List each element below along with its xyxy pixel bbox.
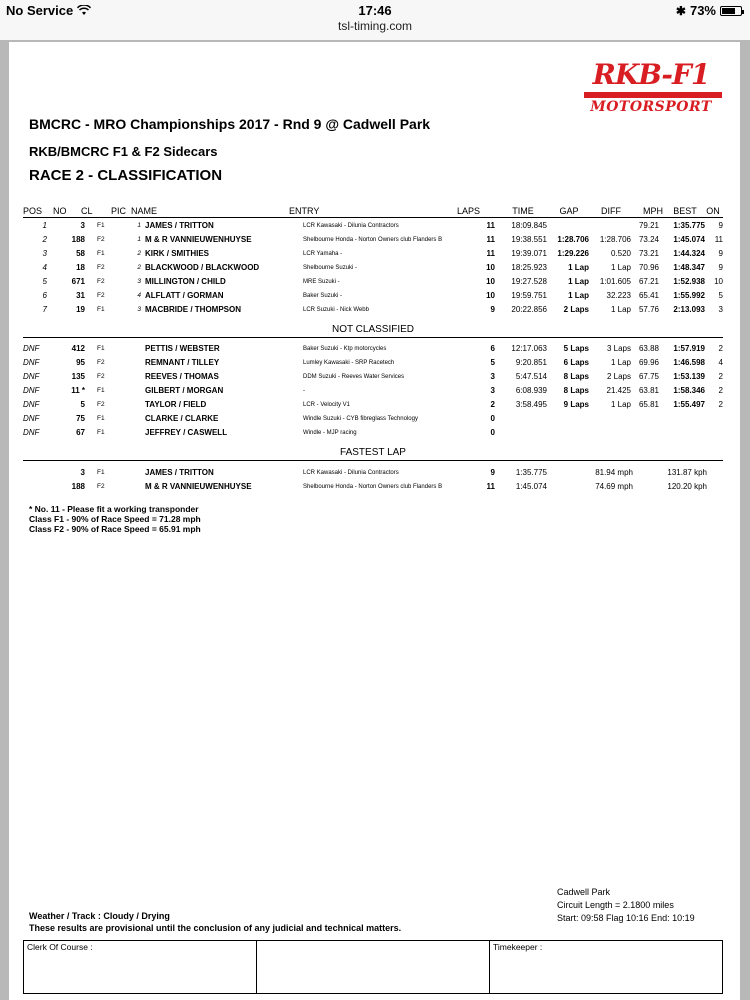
result-row: [23, 275, 723, 289]
cell-laps: 9: [490, 305, 495, 314]
cell-gap: 1:28.706: [557, 235, 589, 244]
not-classified-title: NOT CLASSIFIED: [23, 323, 723, 338]
battery-status: [676, 3, 742, 18]
class-title: RKB/BMCRC F1 & F2 Sidecars: [29, 144, 218, 159]
cell-pic: 1: [137, 222, 141, 229]
cell-laps: 3: [490, 386, 495, 395]
cell-cl: F1: [97, 415, 105, 422]
cell-time: 19:38.551: [511, 235, 547, 244]
battery-icon: [720, 6, 742, 16]
column-header-pic: PIC: [111, 206, 127, 216]
cell-mph: 81.94 mph: [595, 468, 633, 477]
cell-pic: 1: [137, 236, 141, 243]
venue: Cadwell Park: [557, 887, 611, 897]
cell-no: 75: [76, 414, 85, 423]
cell-pos: DNF: [23, 428, 40, 437]
cell-best: 1:58.346: [673, 386, 705, 395]
cell-mph: 74.69 mph: [595, 482, 633, 491]
cell-mph: 79.21: [638, 221, 659, 230]
cell-cl: F2: [97, 236, 105, 243]
battery-percent: 73%: [689, 3, 716, 18]
cell-on: 4: [718, 358, 723, 367]
cell-pic: 3: [137, 306, 141, 313]
cell-on: 9: [718, 221, 723, 230]
cell-name: BLACKWOOD / BLACKWOOD: [145, 263, 260, 272]
cell-kph: 131.87 kph: [667, 468, 707, 477]
cell-entry: LCR Suzuki - Nick Webb: [303, 307, 369, 313]
cell-name: REMNANT / TILLEY: [145, 358, 220, 367]
cell-no: 188: [71, 482, 85, 491]
cell-gap: 8 Laps: [563, 386, 589, 395]
cell-entry: -: [303, 388, 305, 394]
cell-name: ALFLATT / GORMAN: [145, 291, 224, 300]
cell-laps: 11: [486, 249, 495, 258]
note-f2-speed: Class F2 - 90% of Race Speed = 65.91 mph: [29, 524, 201, 534]
cell-laps: 11: [486, 221, 495, 230]
cell-pic: 2: [137, 264, 141, 271]
cell-time: 6:08.939: [515, 386, 547, 395]
cell-best: 1:52.938: [673, 277, 705, 286]
cell-on: 2: [718, 372, 723, 381]
ios-status-bar: [0, 0, 750, 40]
cell-entry: LCR Kawasaki - Dilunia Contractors: [303, 223, 399, 229]
cell-cl: F2: [97, 483, 105, 490]
note-transponder: * No. 11 - Please fit a working transponder: [29, 504, 199, 514]
cell-time: 20:22.856: [511, 305, 547, 314]
cell-pos: 4: [42, 263, 47, 272]
cell-time: 18:09.845: [511, 221, 547, 230]
cell-diff: 1:01.605: [599, 277, 631, 286]
cell-best: 1:48.347: [673, 263, 705, 272]
cell-laps: 0: [490, 414, 495, 423]
cell-name: GILBERT / MORGAN: [145, 386, 224, 395]
cell-pos: DNF: [23, 344, 40, 353]
cell-diff: 1 Lap: [610, 263, 631, 272]
cell-mph: 65.81: [638, 400, 659, 409]
cell-gap: 1 Lap: [568, 263, 589, 272]
column-header-entry: ENTRY: [289, 206, 320, 216]
dnf-row: [23, 426, 723, 440]
cell-diff: 1 Lap: [610, 305, 631, 314]
cell-entry: Shelbourne Honda - Norton Owners club Flanders B: [303, 484, 443, 490]
fastest-lap-row: [23, 466, 723, 480]
cell-pos: 2: [42, 235, 47, 244]
cell-pos: DNF: [23, 372, 40, 381]
cell-cl: F2: [97, 401, 105, 408]
cell-laps: 2: [490, 400, 495, 409]
blank-signature-cell: [257, 941, 490, 993]
column-header-row: [23, 204, 723, 218]
cell-entry: LCR - Velocity V1: [303, 402, 351, 408]
cell-on: 5: [718, 291, 723, 300]
cell-pic: 2: [137, 250, 141, 257]
cell-cl: F1: [97, 222, 105, 229]
weather-info: [29, 910, 401, 934]
result-row: [23, 289, 723, 303]
clerk-of-course-cell: Clerk Of Course :: [24, 941, 257, 993]
cell-laps: 5: [490, 358, 495, 367]
cell-pos: 3: [42, 249, 47, 258]
cell-entry: MRE Suzuki -: [303, 279, 340, 285]
cell-best: 1:53.139: [673, 372, 705, 381]
cell-entry: Windle Suzuki - CYB fibreglass Technology: [303, 416, 418, 422]
dnf-row: [23, 384, 723, 398]
cell-cl: F2: [97, 373, 105, 380]
cell-gap: 9 Laps: [563, 400, 589, 409]
battery-fill: [722, 8, 735, 14]
column-header-name: NAME: [131, 206, 158, 216]
column-header-gap: GAP: [559, 206, 579, 216]
cell-no: 95: [76, 358, 85, 367]
cell-entry: LCR Kawasaki - Dilunia Contractors: [303, 470, 399, 476]
cell-entry: Windle - MJP racing: [303, 430, 357, 436]
cell-cl: F2: [97, 264, 105, 271]
column-header-diff: DIFF: [601, 206, 621, 216]
cell-best: 1:44.324: [673, 249, 705, 258]
cell-gap: 1 Lap: [568, 277, 589, 286]
cell-entry: Baker Suzuki -: [303, 293, 343, 299]
result-row: [23, 247, 723, 261]
cell-name: JEFFREY / CASWELL: [145, 428, 228, 437]
fastest-lap-results: [23, 466, 723, 494]
cell-pos: DNF: [23, 358, 40, 367]
cell-gap: 8 Laps: [563, 372, 589, 381]
cell-time: 18:25.923: [511, 263, 547, 272]
cell-name: TAYLOR / FIELD: [145, 400, 207, 409]
cell-mph: 63.88: [638, 344, 659, 353]
cell-time: 19:59.751: [511, 291, 547, 300]
cell-diff: 21.425: [606, 386, 631, 395]
cell-diff: 32.223: [606, 291, 631, 300]
cell-diff: 0.520: [610, 249, 631, 258]
cell-time: 12:17.063: [511, 344, 547, 353]
cell-diff: 1 Lap: [610, 358, 631, 367]
column-header-time: TIME: [512, 206, 534, 216]
result-row: [23, 303, 723, 317]
cell-entry: Baker Suzuki - Ktp motorcycles: [303, 346, 387, 352]
cell-on: 2: [718, 344, 723, 353]
cell-no: 188: [71, 235, 85, 244]
cell-lap: 9: [490, 468, 495, 477]
cell-mph: 69.96: [638, 358, 659, 367]
cell-name: M & R VANNIEUWENHUYSE: [145, 482, 252, 491]
cell-laps: 10: [486, 277, 495, 286]
cell-on: 10: [714, 277, 723, 286]
cell-on: 3: [718, 305, 723, 314]
bluetooth-icon: ✱: [675, 3, 686, 18]
cell-cl: F1: [97, 250, 105, 257]
cell-time: 19:39.071: [511, 249, 547, 258]
cell-pos: DNF: [23, 386, 40, 395]
results-document: [9, 42, 740, 1000]
note-f1-speed: Class F1 - 90% of Race Speed = 71.28 mph: [29, 514, 201, 524]
cell-gap: 2 Laps: [563, 305, 589, 314]
column-header-pos: POS: [23, 206, 43, 216]
dnf-row: [23, 398, 723, 412]
cell-pos: DNF: [23, 414, 40, 423]
circuit-length: Circuit Length = 2.1800 miles: [557, 900, 674, 910]
cell-name: M & R VANNIEUWENHUYSE: [145, 235, 252, 244]
cell-gap: 1:29.226: [557, 249, 589, 258]
cell-on: 2: [718, 386, 723, 395]
weather-track: Weather / Track : Cloudy / Drying: [29, 911, 170, 921]
cell-time: 1:45.074: [515, 482, 547, 491]
cell-cl: F1: [97, 429, 105, 436]
logo-sub-text: MOTORSPORT: [590, 99, 712, 115]
cell-cl: F1: [97, 306, 105, 313]
fastest-lap-title: FASTEST LAP: [23, 446, 723, 461]
dnf-row: [23, 412, 723, 426]
cell-name: PETTIS / WEBSTER: [145, 344, 220, 353]
cell-pos: DNF: [23, 400, 40, 409]
cell-name: REEVES / THOMAS: [145, 372, 219, 381]
cell-best: 1:46.598: [673, 358, 705, 367]
race-title: RACE 2 - CLASSIFICATION: [29, 167, 223, 184]
column-header-on: ON: [706, 206, 720, 216]
cell-mph: 73.24: [638, 235, 659, 244]
cell-cl: F2: [97, 278, 105, 285]
cell-no: 135: [71, 372, 85, 381]
cell-time: 19:27.528: [511, 277, 547, 286]
cell-cl: F1: [97, 469, 105, 476]
signature-box: [23, 940, 723, 994]
cell-pic: 4: [137, 292, 141, 299]
column-header-best: BEST: [673, 206, 697, 216]
cell-best: 1:45.074: [673, 235, 705, 244]
cell-no: 3: [80, 221, 85, 230]
cell-on: 9: [718, 263, 723, 272]
cell-no: 671: [71, 277, 85, 286]
cell-pos: 1: [42, 221, 47, 230]
cell-cl: F2: [97, 292, 105, 299]
column-header-mph: MPH: [643, 206, 663, 216]
result-row: [23, 219, 723, 233]
cell-best: 1:55.992: [673, 291, 705, 300]
cell-mph: 67.75: [638, 372, 659, 381]
cell-diff: 2 Laps: [606, 372, 631, 381]
session-times: Start: 09:58 Flag 10:16 End: 10:19: [557, 913, 695, 923]
cell-pic: 3: [137, 278, 141, 285]
cell-diff: 1:28.706: [599, 235, 631, 244]
cell-entry: Shelbourne Suzuki -: [303, 265, 358, 271]
cell-mph: 65.41: [638, 291, 659, 300]
championship-title: BMCRC - MRO Championships 2017 - Rnd 9 @ Cadwell Park: [29, 116, 431, 132]
cell-best: 1:35.775: [673, 221, 705, 230]
cell-pos: 6: [42, 291, 47, 300]
cell-no: 412: [71, 344, 85, 353]
cell-entry: LCR Yamaha -: [303, 251, 343, 257]
cell-best: 1:57.919: [673, 344, 705, 353]
cell-no: 67: [76, 428, 85, 437]
cell-name: CLARKE / CLARKE: [145, 414, 219, 423]
column-header-no: NO: [53, 206, 67, 216]
notes: [29, 504, 201, 534]
cell-gap: 6 Laps: [563, 358, 589, 367]
dnf-row: [23, 370, 723, 384]
results-header: [23, 204, 723, 218]
cell-diff: 3 Laps: [606, 344, 631, 353]
cell-kph: 120.20 kph: [667, 482, 707, 491]
cell-mph: 73.21: [638, 249, 659, 258]
clock: 17:46: [358, 3, 392, 18]
cell-laps: 10: [486, 263, 495, 272]
cell-time: 5:47.514: [515, 372, 547, 381]
cell-time: 3:58.495: [515, 400, 547, 409]
logo-bar: [584, 92, 722, 98]
cell-laps: 10: [486, 291, 495, 300]
timekeeper-cell: Timekeeper :: [493, 942, 543, 952]
cell-on: 9: [718, 249, 723, 258]
cell-lap: 11: [486, 482, 495, 491]
result-row: [23, 233, 723, 247]
cell-best: 2:13.093: [673, 305, 705, 314]
cell-laps: 11: [486, 235, 495, 244]
fastest-lap-row: [23, 480, 723, 494]
cell-name: MACBRIDE / THOMPSON: [145, 305, 241, 314]
cell-no: 11 *: [71, 386, 85, 395]
result-row: [23, 261, 723, 275]
dnf-row: [23, 342, 723, 356]
url-bar[interactable]: tsl-timing.com: [337, 19, 412, 33]
cell-mph: 70.96: [638, 263, 659, 272]
column-header-laps: LAPS: [457, 206, 481, 216]
dnf-row: [23, 356, 723, 370]
cell-on: 11: [714, 235, 723, 244]
cell-pos: 5: [42, 277, 47, 286]
cell-name: KIRK / SMITHIES: [145, 249, 210, 258]
cell-best: 1:55.497: [673, 400, 705, 409]
cell-no: 19: [76, 305, 85, 314]
logo-main-text: RKB-F1: [592, 58, 710, 91]
cell-on: 2: [718, 400, 723, 409]
cell-no: 58: [76, 249, 85, 258]
cell-name: MILLINGTON / CHILD: [145, 277, 226, 286]
cell-laps: 6: [490, 344, 495, 353]
cell-time: 9:20.851: [515, 358, 547, 367]
cell-laps: 0: [490, 428, 495, 437]
carrier-label: No Service: [6, 3, 74, 18]
cell-no: 31: [76, 291, 85, 300]
cell-name: JAMES / TRITTON: [145, 468, 214, 477]
provisional-note: These results are provisional until the conclusion of any judicial and technical matters.: [29, 923, 402, 933]
cell-laps: 3: [490, 372, 495, 381]
rkb-f1-logo: [576, 60, 726, 115]
cell-entry: Lumley Kawasaki - SRP Racetech: [303, 360, 395, 366]
cell-mph: 67.21: [638, 277, 659, 286]
cell-gap: 5 Laps: [563, 344, 589, 353]
cell-no: 3: [80, 468, 85, 477]
not-classified-results: [23, 342, 723, 440]
column-header-cl: CL: [81, 206, 93, 216]
cell-mph: 57.76: [638, 305, 659, 314]
cell-entry: Shelbourne Honda - Norton Owners club Flanders B: [303, 237, 443, 243]
cell-name: JAMES / TRITTON: [145, 221, 214, 230]
cell-diff: 1 Lap: [610, 400, 631, 409]
cell-cl: F1: [97, 345, 105, 352]
cell-gap: 1 Lap: [568, 291, 589, 300]
circuit-info: [557, 886, 695, 925]
cell-cl: F1: [97, 387, 105, 394]
classified-results: [23, 219, 723, 317]
cell-cl: F2: [97, 359, 105, 366]
cell-no: 5: [80, 400, 85, 409]
cell-pos: 7: [42, 305, 47, 314]
cell-time: 1:35.775: [515, 468, 547, 477]
cell-mph: 63.81: [638, 386, 659, 395]
cell-entry: DDM Suzuki - Reeves Water Services: [303, 374, 405, 380]
cell-no: 18: [76, 263, 85, 272]
